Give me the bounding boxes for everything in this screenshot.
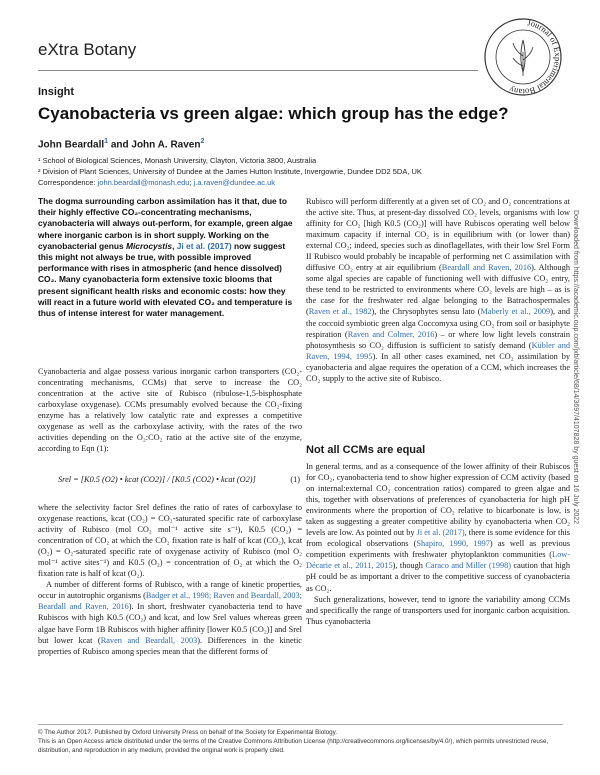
article-title: Cyanobacteria vs green algae: which group has the edge? — [38, 104, 509, 123]
journal-name: eXtra Botany — [38, 40, 137, 59]
footer-divider — [38, 724, 563, 725]
para3-text-a: A number of different forms of Rubisco, with a range of kinetic properties, occur in autotrophic organisms ( — [38, 580, 302, 601]
download-watermark — [570, 210, 582, 630]
citation-link-raven-beardall[interactable]: Raven and Beardall, 2003 — [100, 635, 198, 645]
section-label: Insight — [38, 86, 75, 98]
para4-text-d: ), and the coccoid symbiotic green alga Coccomyxa using CO₂ from soil or basiphyte respiration ( — [306, 307, 570, 339]
citation-link-7[interactable]: Shapiro, 1990, 1997 — [416, 539, 490, 549]
author-2-affil: 2 — [200, 138, 205, 145]
para4-text-f: ). In all other cases examined, net CO₂ assimilation by cyanobacteria and algae requires the operation of a CCM, which increases the CO₂ supply to the active site of Rubisco. — [306, 351, 570, 383]
affiliation-2: ² Division of Plant Sciences, University of Dundee at the James Hutton Institute, Invergowrie, Dundee DD2 5DA, UK — [38, 167, 422, 176]
affiliation-1: ¹ School of Biological Sciences, Monash University, Clayton, Victoria 3800, Australia — [38, 156, 317, 165]
email-separator: ; — [189, 178, 194, 187]
body-paragraph-1: Cyanobacteria and algae possess various inorganic carbon transporters (CO₂-concentrating mechanisms, CCMs) that serve to increase the CO₂ concentration at the active site of Rubisco (ribulose-1,5-bisphosphate carboxylase oxygenase). CCMs presumably evolved because the CO₂-fixing enzyme has a relatively low catalytic rate and expresses a competitive oxygenase as well as the carboxylase activity, with the rates of the two activities depending on the O₂:CO₂ ratio at the active site of the enzyme, according to Eqn (1): — [38, 367, 302, 454]
para3-text-b: ). In short, freshwater cyanobacteria tend to have Rubiscos with high K0.5 (CO₂) and kcat, and low Srel values whereas green algae have Form 1B Rubiscos with higher affinity [lower K0.5 (CO₂)] and Srel but lower kcat ( — [38, 602, 302, 645]
para3-text-c: ). Differences in the kinetic properties of Rubisco among species mean that the different forms of — [38, 635, 302, 656]
abstract — [38, 196, 300, 319]
body-paragraph-4 — [306, 196, 570, 384]
para5-text-e: caution that high pH could be as important a driver to the competitive success of cyanobacteria as CO₂. — [306, 561, 570, 593]
body-paragraph-5 — [306, 461, 570, 594]
body-paragraph-6: Such generalizations, however, tend to ignore the variability among CCMs and specifically the range of transporters used for inorganic carbon acquisition. Thus cyanobacteria — [306, 594, 570, 626]
abstract-genus: Microcystis — [125, 240, 173, 251]
header-divider — [38, 70, 478, 71]
para4-text-c: ), the Chrysophytes sensu lato ( — [371, 307, 481, 317]
author-line — [38, 138, 204, 150]
left-column-intro — [38, 366, 302, 454]
citation-link-5[interactable]: Kübler and Raven, 1994, 1995 — [306, 340, 570, 361]
author-1-affil: 1 — [104, 138, 109, 145]
para5-text-c: ) as well as previous competition experiments with freshwater phytoplankton communities ( — [306, 539, 571, 560]
body-paragraph-2: where the selectivity factor Srel defines the ratio of rates of carboxylase to oxygenase reactions, kcat (CO₂) = CO₂-saturated specific rate of carboxylase activity of Rubisco (mol CO₂ mol⁻¹ active site s⁻¹), K0.5 (CO₂) = concentration of CO₂ at which the CO₂ fixation rate is half of kcat (CO₂), kcat (O₂) = O₂-saturated specific rate of oxygenase activity of Rubisco (mol O₂ mol⁻¹ active sites⁻¹) and K0.5 (O₂) = concentration of O₂ at which the O₂ fixation rate is half of kcat (O₂). — [38, 503, 302, 579]
abstract-text-2: , — [172, 240, 177, 251]
para5-text-a: In general terms, and as a consequence of the lower affinity of their Rubiscos for CO₂, cyanobacteria tend to show higher expression of CCM activity (based on internal:external CO₂ concentration ratios) compared to green algae and this, together with observations of preferences of cyanobacteria for high pH environments where the proportion of CO₂ relative to bicarbonate is low, is taken as suggesting a greater competitive ability by cyanobacteria when CO₂ levels are low. As pointed out by — [306, 462, 570, 538]
citation-link-4[interactable]: Raven and Colmer, 2016 — [347, 329, 435, 339]
abstract-citation-link[interactable]: Ji et al. (2017) — [176, 240, 232, 251]
correspondence — [38, 177, 558, 188]
abstract-text-3: now suggest this might not always be true, with possible improved performance with rises in atmospheric (and hence dissolved) CO₂. Many cyanobacteria form extensive toxic blooms that present significant health risks and economic costs: how they will react in a future world with elevated CO₂ and temperature is thus of intense interest for water management. — [38, 240, 293, 319]
left-column-body — [38, 502, 302, 657]
abstract-text-1: The dogma surrounding carbon assimilation has it that, due to their highly effective CO₂-concentrating mechanisms, cyanobacteria will always out-perform, for example, green algae where inorganic carbon is in short supply. Working on the cyanobacterial genus — [38, 196, 293, 251]
correspondence-label: Correspondence: — [38, 178, 98, 187]
citation-link-1[interactable]: Beardall and Raven, 2016 — [441, 263, 532, 273]
citation-link-3[interactable]: Maberly et al., 2009 — [480, 307, 551, 317]
para4-text-a: Rubisco will perform differently at a given set of CO₂ and O₂ concentrations at the active site. Thus, at present-day dissolved CO₂ levels, organisms with low affinity for CO₂ [high K0.5 (CO₂)] will have Rubiscos operating well below maximum capacity if internal CO₂ is in equilibrium with (or lower than) external CO₂; indeed, species such as dinoflagellates, with their low Srel Form II Rubisco would probably be incapable of performing net C assimilation with diffusive CO₂ entry at air equilibrium ( — [306, 197, 570, 273]
copyright-line: © The Author 2017. Published by Oxford University Press on behalf of the Society for Experimental Biology. — [38, 729, 338, 736]
citation-link-badger[interactable]: Badger et al., 1998; Raven and Beardall, 2003; Beardall and Raven, 2016 — [38, 591, 302, 612]
email-link-2[interactable]: j.a.raven@dundee.ac.uk — [193, 178, 276, 187]
para4-text-b: ). Although some algal species are capable of functioning well with diffusive CO₂ entry, these tend to be restricted to environments where CO₂ levels are high – as is the case for the freshwater red algae belonging to the Batrachospermales ( — [306, 263, 570, 317]
right-column-bottom — [306, 461, 570, 627]
equation-text: Srel = [K0.5 (O2) • kcat (CO2)] / [K0.5 (CO2) • kcat (O2)] — [58, 475, 256, 484]
citation-link-6[interactable]: Ji et al. (2017) — [416, 528, 465, 538]
para4-text-e: ) – or where low light levels constrain photosynthesis so CO₂ diffusion is sufficient to satisfy demand ( — [306, 329, 570, 350]
citation-link-2[interactable]: Raven et al., 1982 — [308, 307, 372, 317]
para5-text-b: , there is some evidence for this from ecological observations ( — [306, 528, 571, 549]
citation-link-8[interactable]: Low-Décarie et al., 2011, 2015 — [306, 550, 570, 571]
section-heading: Not all CCMs are equal — [306, 444, 426, 456]
journal-seal-logo — [482, 16, 564, 98]
right-column-top — [306, 196, 570, 384]
footer — [38, 728, 563, 755]
download-watermark-text: Downloaded from https://academic.oup.com/jxb/article/68/14/3697/4107828 by guest on 16 July 2022 — [572, 210, 579, 525]
equation-number: (1) — [290, 475, 300, 484]
email-link-1[interactable]: john.beardall@monash.edu — [97, 178, 190, 187]
body-paragraph-3 — [38, 579, 302, 656]
license-line: This is an Open Access article distributed under the terms of the Creative Commons Attribution License (http://creativecommons.org/licenses/by/4.0/), which permits unrestricted reuse, distribution, and reproduction in any medium, provided the original work is properly cited. — [38, 738, 549, 754]
author-1: John Beardall — [38, 139, 105, 151]
citation-link-9[interactable]: Caraco and Miller (1998) — [425, 561, 512, 571]
svg-text:Journal of Experimental Botany: Journal of Experimental Botany — [507, 17, 564, 98]
author-2: and John A. Raven — [108, 139, 201, 151]
equation-1 — [38, 475, 300, 484]
affiliations — [38, 155, 558, 188]
para5-text-d: ), though — [392, 561, 426, 571]
